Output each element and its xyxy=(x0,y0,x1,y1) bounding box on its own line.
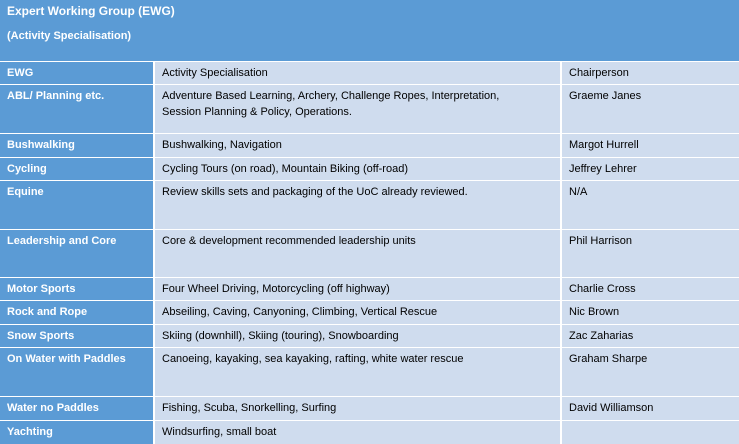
chairperson-name: Zac Zaharias xyxy=(560,325,739,347)
table-row xyxy=(0,324,739,347)
activities-line: Review skills sets and packaging of the UoC already reviewed. xyxy=(162,186,468,198)
table-row xyxy=(0,180,739,229)
group-name: Rock and Rope xyxy=(0,301,153,324)
table-row xyxy=(0,300,739,324)
group-name: ABL/ Planning etc. xyxy=(0,85,153,133)
activities-cell xyxy=(153,134,560,157)
activities-cell xyxy=(153,278,560,300)
table-row xyxy=(0,84,739,133)
table-header xyxy=(0,0,739,61)
activities-line: Activity Specialisation xyxy=(162,67,268,79)
chairperson-name: Nic Brown xyxy=(560,301,739,324)
group-name: Bushwalking xyxy=(0,134,153,157)
group-name: EWG xyxy=(0,62,153,84)
chairperson-name: Graham Sharpe xyxy=(560,348,739,396)
group-name: On Water with Paddles xyxy=(0,348,153,396)
activities-cell xyxy=(153,325,560,347)
activities-cell xyxy=(153,421,560,444)
table-row xyxy=(0,277,739,300)
chairperson-name xyxy=(560,421,739,444)
table-row xyxy=(0,157,739,180)
activities-line: Skiing (downhill), Skiing (touring), Snowboarding xyxy=(162,330,399,342)
activities-line: Fishing, Scuba, Snorkelling, Surfing xyxy=(162,402,337,414)
table-row xyxy=(0,420,739,444)
activities-line: Adventure Based Learning, Archery, Challenge Ropes, Interpretation, xyxy=(162,90,500,102)
chairperson-name: Margot Hurrell xyxy=(560,134,739,157)
activities-line: Windsurfing, small boat xyxy=(162,426,277,438)
table-row xyxy=(0,396,739,420)
activities-line: Abseiling, Caving, Canyoning, Climbing, Vertical Rescue xyxy=(162,306,438,318)
group-name: Equine xyxy=(0,181,153,229)
activities-cell xyxy=(153,62,560,84)
table-row xyxy=(0,229,739,277)
chairperson-name: Phil Harrison xyxy=(560,230,739,277)
table-title: Expert Working Group (EWG) xyxy=(7,4,175,18)
activities-cell xyxy=(153,397,560,420)
chairperson-name: Chairperson xyxy=(560,62,739,84)
activities-line: Four Wheel Driving, Motorcycling (off highway) xyxy=(162,283,390,295)
chairperson-name: Jeffrey Lehrer xyxy=(560,158,739,180)
activities-cell xyxy=(153,301,560,324)
activities-cell xyxy=(153,158,560,180)
chairperson-name: Charlie Cross xyxy=(560,278,739,300)
chairperson-name: N/A xyxy=(560,181,739,229)
activities-cell xyxy=(153,85,560,133)
activities-cell xyxy=(153,181,560,229)
table-row xyxy=(0,347,739,396)
table-row xyxy=(0,133,739,157)
activities-line: Session Planning & Policy, Operations. xyxy=(162,106,352,118)
activities-cell xyxy=(153,348,560,396)
activities-line: Core & development recommended leadership units xyxy=(162,235,416,247)
group-name: Leadership and Core xyxy=(0,230,153,277)
group-name: Motor Sports xyxy=(0,278,153,300)
group-name: Snow Sports xyxy=(0,325,153,347)
group-name: Water no Paddles xyxy=(0,397,153,420)
activities-cell xyxy=(153,230,560,277)
activities-line: Bushwalking, Navigation xyxy=(162,139,282,151)
chairperson-name: David Williamson xyxy=(560,397,739,420)
group-name: Cycling xyxy=(0,158,153,180)
table-row xyxy=(0,61,739,84)
chairperson-name: Graeme Janes xyxy=(560,85,739,133)
table-subtitle: (Activity Specialisation) xyxy=(7,30,132,42)
activities-line: Cycling Tours (on road), Mountain Biking (off-road) xyxy=(162,163,408,175)
group-name: Yachting xyxy=(0,421,153,444)
activities-line: Canoeing, kayaking, sea kayaking, rafting, white water rescue xyxy=(162,353,464,365)
